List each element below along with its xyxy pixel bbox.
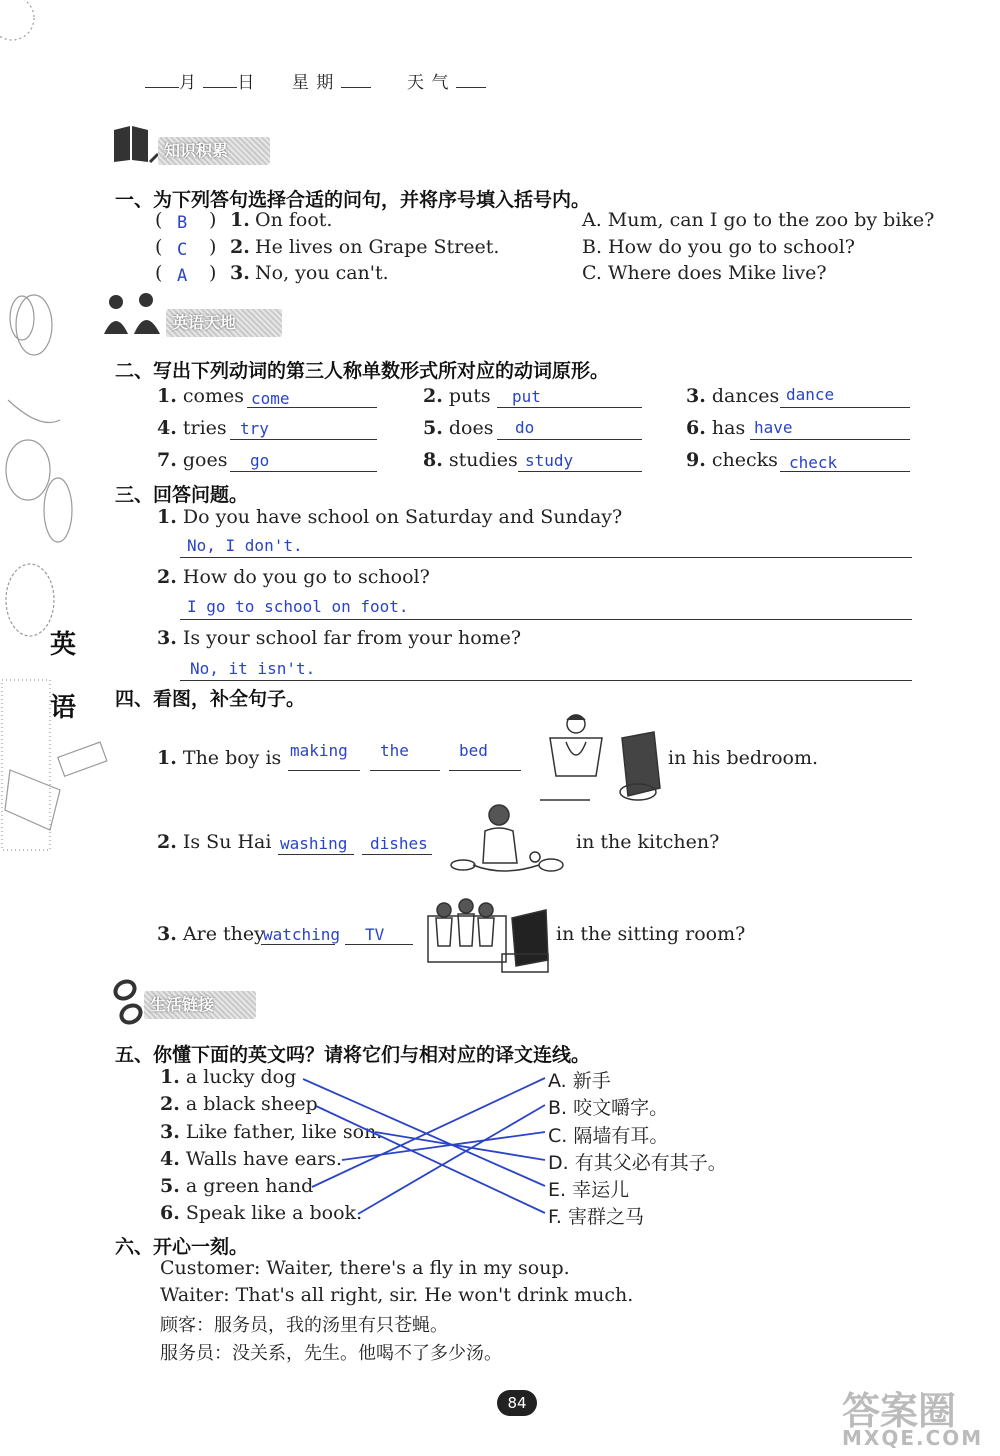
sec4-s1-answer-1: making: [290, 741, 348, 760]
sec2-answer-4: try: [240, 419, 269, 438]
sec5-left-3: 3. Like father, like son.: [160, 1121, 383, 1143]
sec3-answer-3: No, it isn't.: [190, 659, 316, 678]
sec1-reply-1: On foot.: [255, 209, 333, 231]
watermark-logo: 答案圈: [842, 1389, 957, 1433]
section6-title: 六、开心一刻。: [115, 1236, 249, 1258]
joke-line-2: Waiter: That's all right, sir. He won't drink much.: [160, 1284, 634, 1306]
sec5-right-e: E. 幸运儿: [548, 1179, 630, 1201]
side-label-language: 语: [50, 693, 77, 723]
sec5-right-c: C. 隔墙有耳。: [548, 1125, 669, 1147]
sec3-question-2: 2. How do you go to school?: [157, 566, 430, 588]
sec4-s2-answer-1: washing: [280, 834, 348, 853]
sec1-row-1: ( B ) 1. On foot. A. Mum, can I go to the zoo by bike?: [155, 209, 935, 233]
sec4-s2-answer-2: dishes: [370, 834, 428, 853]
sec2-answer-5: do: [515, 418, 535, 437]
sec4-s2-prefix: 2. Is Su Hai: [157, 831, 272, 853]
joke-line-4: 服务员：没关系，先生。他喝不了多少汤。: [160, 1343, 502, 1364]
joke-line-1: Customer: Waiter, there's a fly in my soup.: [160, 1257, 570, 1279]
sec2-answer-9: check: [789, 453, 838, 472]
sec3-answer-2: I go to school on foot.: [187, 597, 409, 616]
sec1-row-2: ( C ) 2. He lives on Grape Street. B. How do you go to school?: [155, 236, 855, 260]
sec5-right-d: D. 有其父必有其子。: [548, 1152, 727, 1174]
sec2-item-7: 7. goes: [157, 449, 228, 471]
sec5-left-6: 6. Speak like a book.: [160, 1202, 363, 1224]
sec5-right-b: B. 咬文嚼字。: [548, 1097, 669, 1119]
sec2-item-3: 3. dances: [686, 385, 780, 407]
section3-title: 三、回答问题。: [115, 484, 249, 506]
sec4-s1-answer-2: the: [380, 741, 409, 760]
sec2-answer-1: come: [251, 389, 290, 408]
sec4-s3-suffix: in the sitting room?: [556, 923, 746, 945]
sec2-answer-2: put: [512, 387, 541, 406]
sec2-item-1: 1. comes: [157, 385, 244, 407]
sec5-right-a: A. 新手: [548, 1070, 611, 1092]
sec2-answer-8: study: [525, 451, 574, 470]
sec3-answer-1: No, I don't.: [187, 536, 303, 555]
sec2-answer-3: dance: [786, 385, 835, 404]
sec2-answer-6: have: [754, 418, 793, 437]
joke-line-3: 顾客：服务员，我的汤里有只苍蝇。: [160, 1315, 448, 1336]
sec5-left-1: 1. a lucky dog: [160, 1066, 297, 1088]
sec3-question-3: 3. Is your school far from your home?: [157, 627, 522, 649]
sec2-item-4: 4. tries: [157, 417, 227, 439]
sec2-answer-7: go: [250, 451, 270, 470]
section1-title: 一、为下列答句选择合适的问句，并将序号填入括号内。: [115, 189, 591, 211]
sec4-s1-prefix: 1. The boy is: [157, 747, 282, 769]
sec5-left-2: 2. a black sheep: [160, 1093, 318, 1115]
sec2-item-2: 2. puts: [423, 385, 491, 407]
section-badge-life: 生活链接: [144, 991, 256, 1019]
page-number: 84: [497, 1390, 537, 1416]
sec2-item-6: 6. has: [686, 417, 746, 439]
sec2-item-9: 9. checks: [686, 449, 778, 471]
sec4-s1-suffix: in his bedroom.: [668, 747, 819, 769]
section2-title: 二、写出下列动词的第三人称单数形式所对应的动词原形。: [115, 360, 610, 382]
sec1-option-b: B. How do you go to school?: [582, 236, 855, 258]
sec1-answer-3: A: [177, 266, 188, 286]
sec5-left-5: 5. a green hand: [160, 1175, 314, 1197]
sec5-left-4: 4. Walls have ears.: [160, 1148, 343, 1170]
month-label: 月: [179, 73, 197, 93]
sec1-reply-2: He lives on Grape Street.: [255, 236, 500, 258]
weather-label: 天 气: [407, 73, 450, 93]
sec1-row-3: ( A ) 3. No, you can't. C. Where does Mike live?: [155, 262, 827, 286]
sec5-right-f: F. 害群之马: [548, 1206, 644, 1228]
sec4-s3-prefix: 3. Are they: [157, 923, 265, 945]
week-label: 星 期: [291, 73, 335, 93]
sec4-s2-suffix: in the kitchen?: [576, 831, 720, 853]
section5-title: 五、你懂下面的英文吗？请将它们与相对应的译文连线。: [115, 1044, 591, 1066]
sec1-option-a: A. Mum, can I go to the zoo by bike?: [582, 209, 935, 231]
sec1-answer-1: B: [177, 213, 188, 233]
sec1-answer-2: C: [177, 240, 188, 260]
sec1-option-c: C. Where does Mike live?: [582, 262, 827, 284]
sec2-item-8: 8. studies: [423, 449, 518, 471]
section-badge-knowledge: 知识积累: [158, 137, 270, 165]
section4-title: 四、看图，补全句子。: [115, 688, 306, 710]
section-badge-english: 英语天地: [166, 309, 282, 337]
watermark-url: MXQE.COM: [842, 1426, 984, 1450]
sec4-s1-answer-3: bed: [459, 741, 488, 760]
sec1-reply-3: No, you can't.: [255, 262, 389, 284]
sec4-s3-answer-1: watching: [263, 925, 341, 944]
side-label-english: 英: [50, 630, 77, 660]
sec2-item-5: 5. does: [423, 417, 494, 439]
day-label: 日: [237, 73, 256, 93]
sec4-s3-answer-2: TV: [365, 925, 385, 944]
sec3-question-1: 1. Do you have school on Saturday and Sunday?: [157, 506, 623, 528]
